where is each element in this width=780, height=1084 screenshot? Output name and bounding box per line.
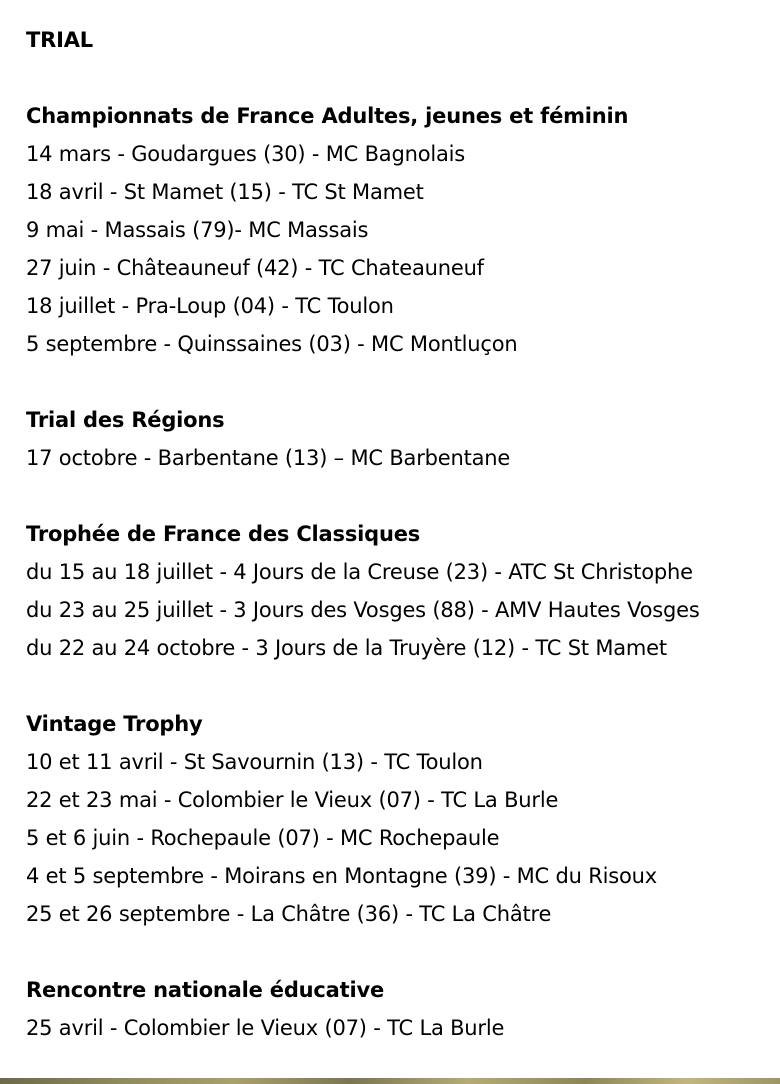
event-line: 27 juin - Châteauneuf (42) - TC Chateauneuf <box>26 256 484 280</box>
section-trial-des-regions <box>26 401 776 477</box>
document-title: TRIAL <box>26 28 93 52</box>
section-heading: Championnats de France Adultes, jeunes et féminin <box>26 104 629 128</box>
event-line: 4 et 5 septembre - Moirans en Montagne (39) - MC du Risoux <box>26 864 657 888</box>
spacer <box>26 477 776 515</box>
event-line: 22 et 23 mai - Colombier le Vieux (07) - TC La Burle <box>26 788 559 812</box>
event-line: 25 et 26 septembre - La Châtre (36) - TC La Châtre <box>26 902 552 926</box>
event-line: 10 et 11 avril - St Savournin (13) - TC Toulon <box>26 750 483 774</box>
event-line: 17 octobre - Barbentane (13) – MC Barbentane <box>26 446 511 470</box>
event-line: 9 mai - Massais (79)- MC Massais <box>26 218 369 242</box>
event-line: 5 et 6 juin - Rochepaule (07) - MC Rochepaule <box>26 826 500 850</box>
event-line: 5 septembre - Quinssaines (03) - MC Montluçon <box>26 332 518 356</box>
event-line: 18 avril - St Mamet (15) - TC St Mamet <box>26 180 424 204</box>
section-heading: Rencontre nationale éducative <box>26 978 385 1002</box>
section-heading: Trial des Régions <box>26 408 225 432</box>
section-trophee-classiques <box>26 515 776 667</box>
event-line: du 15 au 18 juillet - 4 Jours de la Creuse (23) - ATC St Christophe <box>26 560 693 584</box>
event-line: du 22 au 24 octobre - 3 Jours de la Truyère (12) - TC St Mamet <box>26 636 667 660</box>
spacer <box>26 363 776 401</box>
section-vintage-trophy <box>26 705 776 933</box>
section-heading: Vintage Trophy <box>26 712 203 736</box>
section-championnats <box>26 97 776 363</box>
event-line: 14 mars - Goudargues (30) - MC Bagnolais <box>26 142 466 166</box>
spacer <box>26 933 776 971</box>
section-rencontre-educative <box>26 971 776 1047</box>
event-line: 25 avril - Colombier le Vieux (07) - TC La Burle <box>26 1016 505 1040</box>
event-line: du 23 au 25 juillet - 3 Jours des Vosges (88) - AMV Hautes Vosges <box>26 598 700 622</box>
section-heading: Trophée de France des Classiques <box>26 522 421 546</box>
spacer <box>26 667 776 705</box>
decorative-footer-bar <box>0 1078 780 1084</box>
document-body <box>26 21 776 1047</box>
event-line: 18 juillet - Pra-Loup (04) - TC Toulon <box>26 294 394 318</box>
spacer <box>26 59 776 97</box>
